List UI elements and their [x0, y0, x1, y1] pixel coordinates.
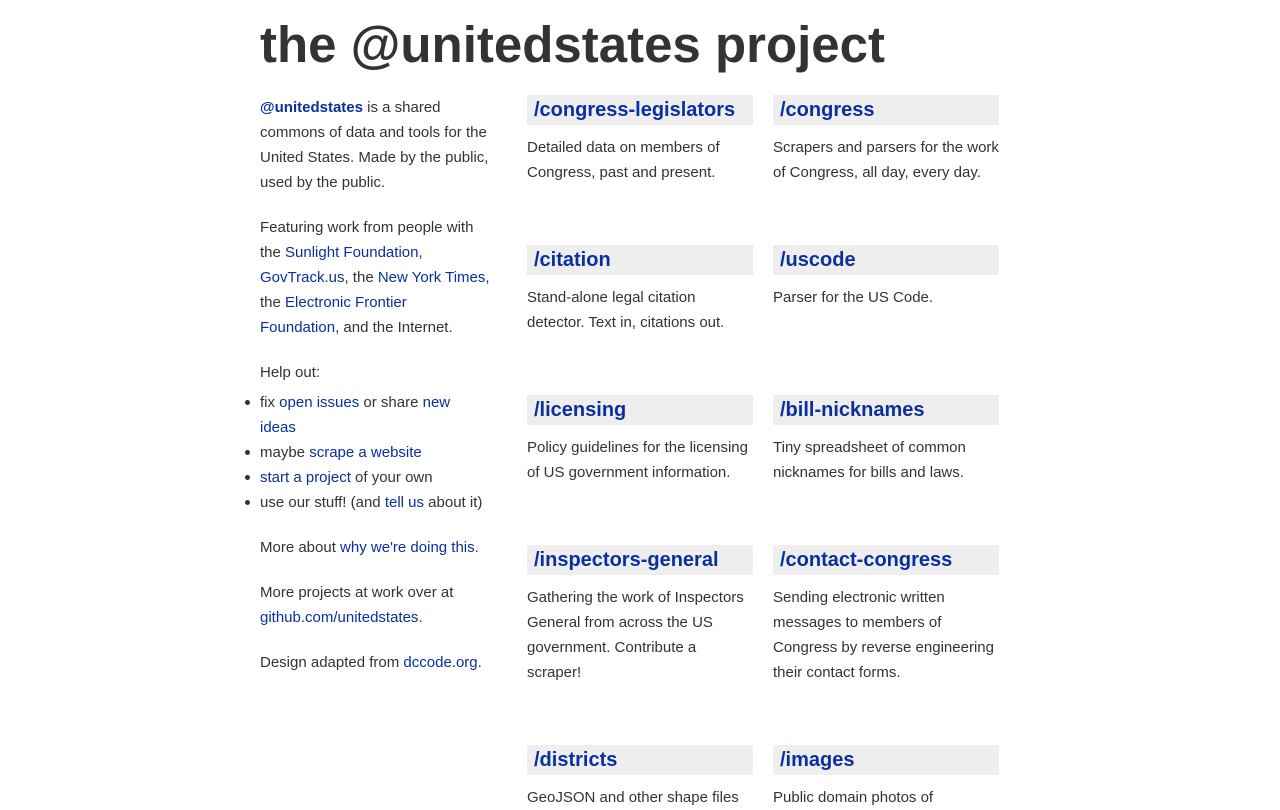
featuring-text-end: , and the Internet.: [335, 319, 453, 336]
intro-paragraph: [260, 95, 490, 195]
project-card: [527, 95, 753, 185]
featuring-paragraph: [260, 215, 490, 340]
design-text-end: .: [477, 654, 482, 671]
help-item-fix: [260, 390, 490, 440]
intro-text: is a shared commons of data and tools for the United States. Made by the public, used by the public.: [260, 99, 489, 191]
more-projects-text-end: .: [418, 609, 423, 626]
sidebar: [260, 95, 490, 695]
project-description: Gathering the work of Inspectors General from across the US government. Contribute a scraper!: [527, 589, 744, 681]
new-ideas-link[interactable]: new ideas: [260, 394, 451, 436]
project-description: Sending electronic written messages to members of Congress by reverse engineering their contact forms.: [773, 589, 994, 681]
project-card: [773, 95, 999, 185]
project-description: Stand-alone legal citation detector. Text in, citations out.: [527, 289, 725, 331]
help-text: fix: [260, 394, 280, 411]
project-card: [773, 245, 999, 310]
why-paragraph: [260, 535, 490, 560]
project-description: Policy guidelines for the licensing of US government information.: [527, 439, 748, 481]
featuring-text: Featuring work from people with the: [260, 219, 474, 261]
more-projects-text: More projects at work over at: [260, 584, 454, 601]
more-projects-paragraph: [260, 580, 490, 630]
help-list: [260, 390, 490, 515]
tell-us-link[interactable]: tell us: [384, 494, 424, 511]
dccode-link[interactable]: dccode.org: [403, 654, 478, 671]
project-description: Detailed data on members of Congress, past and present.: [527, 139, 720, 181]
github-link[interactable]: github.com/unitedstates: [260, 609, 419, 626]
help-item-scrape: [260, 440, 490, 465]
help-text: about it): [424, 494, 483, 511]
why-text: More about: [260, 539, 341, 556]
project-description: Scrapers and parsers for the work of Congress, all day, every day.: [773, 139, 999, 181]
project-title-link[interactable]: /uscode: [773, 245, 999, 275]
design-text: Design adapted from: [260, 654, 404, 671]
sunlight-foundation-link[interactable]: Sunlight Foundation: [285, 244, 419, 261]
help-item-start: [260, 465, 490, 490]
project-card: [527, 545, 753, 685]
featuring-separator: , the: [344, 269, 378, 286]
help-text: maybe: [260, 444, 310, 461]
design-paragraph: [260, 650, 490, 675]
scrape-website-link[interactable]: scrape a website: [309, 444, 422, 461]
project-title-link[interactable]: /bill-nicknames: [773, 395, 999, 425]
project-title-link[interactable]: /contact-congress: [773, 545, 999, 575]
project-card: [773, 545, 999, 685]
project-description: Public domain photos of: [773, 789, 934, 806]
help-text: of your own: [350, 469, 433, 486]
project-card: [527, 395, 753, 485]
project-card: [527, 245, 753, 335]
help-label: Help out:: [260, 364, 321, 381]
project-title-link[interactable]: /congress-legislators: [527, 95, 753, 125]
help-text: use our stuff! (and: [260, 494, 385, 511]
project-description: Tiny spreadsheet of common nicknames for bills and laws.: [773, 439, 966, 481]
project-card: [773, 745, 999, 810]
project-title-link[interactable]: /images: [773, 745, 999, 775]
help-text: or share: [359, 394, 423, 411]
eff-link[interactable]: Electronic Frontier Foundation: [260, 294, 407, 336]
govtrack-link[interactable]: GovTrack.us: [260, 269, 345, 286]
featuring-separator: , the: [260, 269, 490, 311]
new-york-times-link[interactable]: New York Times: [377, 269, 486, 286]
featuring-separator: ,: [418, 244, 423, 261]
project-description: GeoJSON and other shape files: [527, 789, 739, 806]
project-title-link[interactable]: /licensing: [527, 395, 753, 425]
why-link[interactable]: why we're doing this: [340, 539, 475, 556]
project-card: [527, 745, 753, 810]
start-project-link[interactable]: start a project: [260, 469, 351, 486]
why-text-end: .: [474, 539, 479, 556]
project-title-link[interactable]: /inspectors-general: [527, 545, 753, 575]
help-item-use: [260, 490, 490, 515]
project-title-link[interactable]: /congress: [773, 95, 999, 125]
page-title: the @unitedstates project: [260, 16, 885, 73]
project-title-link[interactable]: /districts: [527, 745, 753, 775]
project-description: Parser for the US Code.: [773, 289, 934, 306]
unitedstates-link[interactable]: @unitedstates: [260, 99, 363, 116]
project-title-link[interactable]: /citation: [527, 245, 753, 275]
project-card: [773, 395, 999, 485]
open-issues-link[interactable]: open issues: [279, 394, 360, 411]
